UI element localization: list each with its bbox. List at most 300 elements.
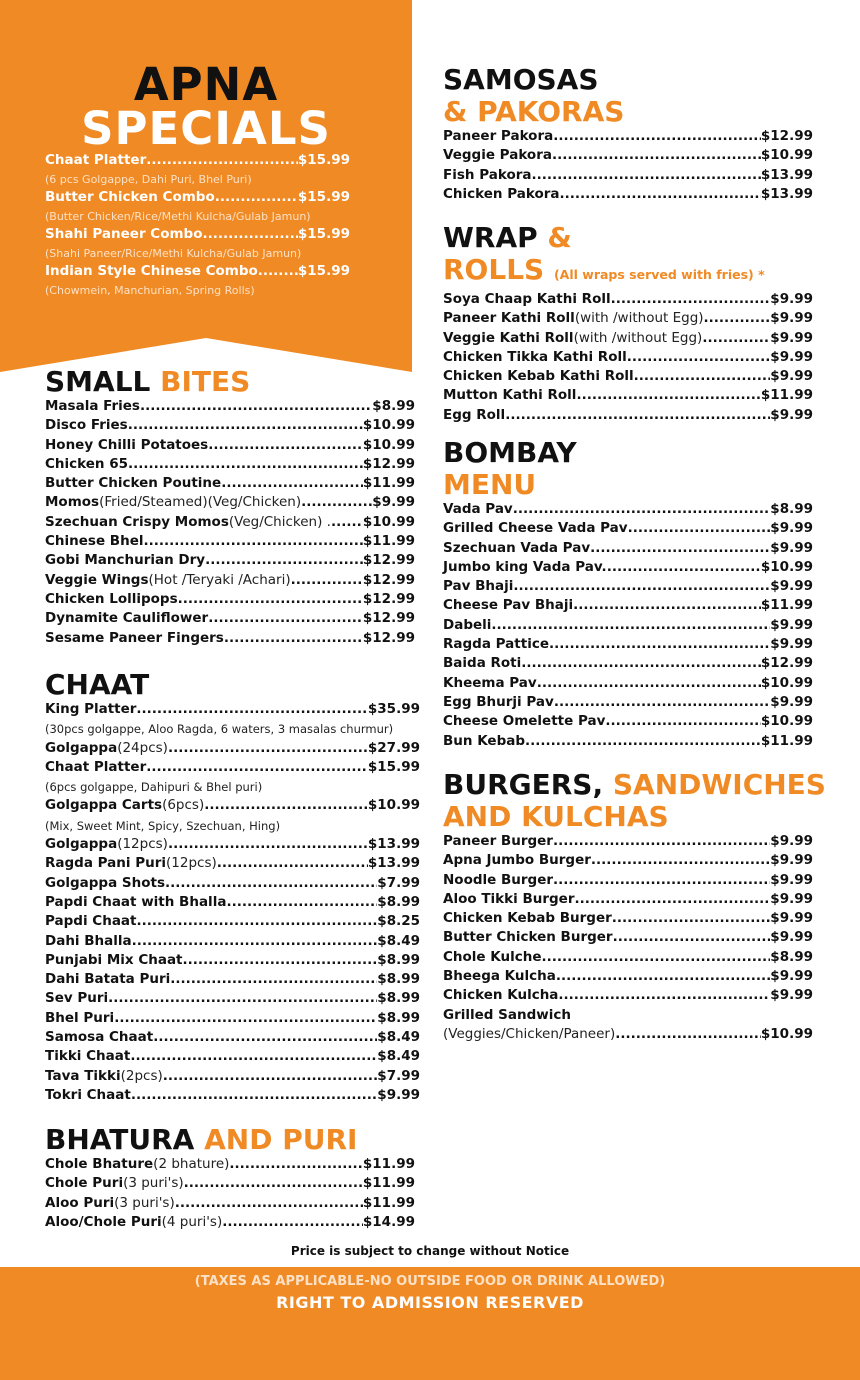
item-price: $8.99 <box>377 1009 420 1026</box>
item-dots <box>168 740 368 756</box>
item-note: (Veggies/Chicken/Paneer) <box>443 1025 616 1042</box>
item-name: King Platter <box>45 701 137 717</box>
burgers-title-line2: AND KULCHAS <box>443 800 669 833</box>
item-price: $12.99 <box>362 590 415 607</box>
item-dots <box>591 852 770 868</box>
small-bites-title-dark: SMALL <box>45 365 151 398</box>
item-price: $9.99 <box>770 852 813 869</box>
special-price: $15.99 <box>297 189 350 205</box>
footer-bar <box>0 1267 860 1380</box>
item-name: Paneer Pakora <box>443 128 554 144</box>
bombay-title-line1: BOMBAY <box>443 436 577 469</box>
menu-item <box>45 610 415 629</box>
item-price: $7.99 <box>377 874 420 891</box>
item-name: Butter Chicken Burger <box>443 929 613 946</box>
item-price: $10.99 <box>367 797 420 814</box>
item-dots <box>525 733 761 749</box>
item-note: (2pcs) <box>120 1067 163 1084</box>
bhatura-title-dark: BHATURA <box>45 1123 195 1156</box>
small-bites-title-orange: BITES <box>160 365 251 398</box>
small-bites-section <box>45 366 415 649</box>
menu-item <box>443 501 813 520</box>
item-dots <box>222 1214 363 1230</box>
item-note: (with /without Egg) <box>573 329 703 346</box>
item-dots <box>628 520 771 536</box>
item-dots <box>549 636 770 652</box>
menu-item <box>443 891 813 910</box>
item-name: Punjabi Mix Chaat <box>45 951 183 968</box>
item-dots <box>178 591 363 607</box>
item-dots <box>226 894 377 910</box>
item-dots <box>136 701 367 717</box>
menu-item <box>45 591 415 610</box>
item-dots <box>491 617 770 633</box>
item-description: (30pcs golgappe, Aloo Ragda, 6 waters, 3 masalas churmur) <box>45 722 394 737</box>
item-dots <box>574 891 770 907</box>
item-price: $8.49 <box>377 932 420 949</box>
wraps-title-dark: WRAP <box>443 221 538 254</box>
wraps-title-line1 <box>443 222 813 254</box>
item-price: $35.99 <box>367 701 420 717</box>
menu-item <box>45 894 420 913</box>
item-dots <box>331 514 363 530</box>
item-price: $9.99 <box>770 578 813 595</box>
item-name: Chicken 65 <box>45 455 129 472</box>
specials-list <box>45 152 350 300</box>
item-dots <box>505 407 770 423</box>
footer-line1: (TAXES AS APPLICABLE-NO OUTSIDE FOOD OR DRINK ALLOWED) <box>194 1274 666 1289</box>
item-dots <box>163 1068 378 1084</box>
specials-title-line1: APNA <box>133 58 279 111</box>
menu-item <box>443 330 813 349</box>
item-name: Chicken Kebab Burger <box>443 910 612 927</box>
special-description: (Shahi Paneer/Rice/Methi Kulcha/Gulab Jamun) <box>45 246 302 260</box>
item-price: $11.99 <box>362 533 415 550</box>
item-price: $13.99 <box>367 836 420 853</box>
price-notice: Price is subject to change without Notice <box>290 1244 570 1258</box>
menu-item <box>45 990 420 1009</box>
menu-item <box>45 475 415 494</box>
item-note: (2 bhature) <box>153 1156 230 1172</box>
menu-item <box>443 852 813 871</box>
item-name: Chaat Platter <box>45 758 147 775</box>
special-description: (Butter Chicken/Rice/Methi Kulcha/Gulab Jamun) <box>45 209 311 223</box>
samosas-list <box>443 128 813 205</box>
item-name: Papdi Chaat <box>45 913 137 930</box>
item-price: $8.99 <box>770 501 813 517</box>
menu-item <box>45 417 415 436</box>
item-name: Disco Fries <box>45 417 128 434</box>
item-name: Honey Chilli Potatoes <box>45 436 209 453</box>
item-price: $9.99 <box>770 329 813 346</box>
special-price: $15.99 <box>297 226 350 242</box>
item-name: Golgappa <box>45 739 118 756</box>
item-dots <box>553 872 770 888</box>
item-dots <box>542 949 771 965</box>
item-dots <box>537 675 761 691</box>
wraps-section <box>443 222 813 426</box>
menu-item <box>443 387 813 406</box>
menu-item <box>443 167 813 186</box>
special-price: $15.99 <box>297 152 350 168</box>
menu-item <box>443 949 813 968</box>
wraps-subtitle: (All wraps served with fries) * <box>553 267 765 282</box>
special-name: Indian Style Chinese Combo <box>45 263 258 279</box>
item-dots <box>183 952 378 968</box>
item-price: $10.99 <box>362 513 415 530</box>
item-price: $12.99 <box>760 655 813 672</box>
item-name: Kheema Pav <box>443 674 537 691</box>
item-price: $11.99 <box>362 1156 415 1172</box>
item-price: $11.99 <box>362 1175 415 1192</box>
wraps-list <box>443 291 813 426</box>
chaat-title: CHAAT <box>45 668 150 701</box>
menu-item <box>45 1010 420 1029</box>
item-price: $9.99 <box>770 616 813 633</box>
menu-item <box>443 617 813 636</box>
small-bites-list <box>45 398 415 649</box>
item-name: Chole Puri <box>45 1175 124 1192</box>
special-dots <box>215 189 298 205</box>
special-item <box>45 226 350 245</box>
menu-item <box>443 713 813 732</box>
menu-item <box>45 494 415 513</box>
item-price: $9.99 <box>770 871 813 888</box>
item-dots <box>137 913 378 929</box>
menu-item <box>45 740 420 759</box>
item-dots <box>291 572 363 588</box>
item-dots <box>146 759 368 775</box>
item-price: $9.99 <box>372 494 415 511</box>
item-note: (6pcs) <box>162 797 205 814</box>
item-name: Pav Bhaji <box>443 578 514 595</box>
item-dots <box>128 417 363 433</box>
menu-item <box>443 655 813 674</box>
menu-item <box>443 147 813 166</box>
item-price: $9.99 <box>770 890 813 907</box>
menu-item <box>443 407 813 426</box>
item-dots <box>140 398 372 414</box>
item-name: Tokri Chaat <box>45 1086 131 1103</box>
item-description: (6pcs golgappe, Dahipuri & Bhel puri) <box>45 780 263 795</box>
item-price: $8.25 <box>377 913 420 930</box>
item-dots <box>165 875 377 891</box>
bhatura-list <box>45 1156 415 1233</box>
special-name: Shahi Paneer Combo <box>45 226 203 242</box>
grilled-sandwich-detail <box>443 1026 813 1045</box>
item-name: Dabeli <box>443 616 492 633</box>
item-price: $14.99 <box>362 1213 415 1230</box>
menu-item <box>45 855 420 874</box>
wraps-title-line2 <box>443 254 813 291</box>
item-name: Bhel Puri <box>45 1009 115 1026</box>
menu-item <box>45 1175 415 1194</box>
item-name: Tava Tikki <box>45 1067 121 1084</box>
item-price: $12.99 <box>362 629 415 646</box>
item-dots <box>224 630 363 646</box>
item-name: Fish Pakora <box>443 166 532 183</box>
item-name: Dynamite Cauliflower <box>45 610 209 627</box>
menu-item <box>45 552 415 571</box>
item-price: $12.99 <box>362 552 415 569</box>
item-name: Veggie Kathi Roll <box>443 329 574 346</box>
item-dots <box>205 552 363 568</box>
item-name: Szechuan Vada Pav <box>443 539 591 556</box>
item-price: $10.99 <box>760 558 813 575</box>
item-name: Noodle Burger <box>443 871 554 888</box>
item-name: Veggie Pakora <box>443 147 552 164</box>
menu-item <box>45 913 420 932</box>
menu-item <box>443 675 813 694</box>
item-name: Ragda Pani Puri <box>45 855 167 872</box>
item-name: Chicken Lollipops <box>45 590 178 607</box>
item-name: Soya Chaap Kathi Roll <box>443 291 611 307</box>
item-dots <box>168 836 368 852</box>
item-note: (12pcs) <box>166 855 217 872</box>
menu-item <box>45 437 415 456</box>
item-dots <box>153 1029 377 1045</box>
item-price: $9.99 <box>770 291 813 307</box>
item-dots <box>554 694 770 710</box>
item-dots <box>301 494 372 510</box>
item-name: Chicken Tikka Kathi Roll <box>443 348 627 365</box>
item-name: Paneer Burger <box>443 833 553 849</box>
item-name: Chicken Kebab Kathi Roll <box>443 368 634 385</box>
footer-line2: RIGHT TO ADMISSION RESERVED <box>276 1293 584 1312</box>
item-dots <box>208 610 363 626</box>
item-price: $8.99 <box>377 951 420 968</box>
menu-item <box>45 1029 420 1048</box>
menu-item <box>443 578 813 597</box>
special-dots <box>146 152 298 168</box>
item-note: (Fried/Steamed)(Veg/Chicken) <box>99 494 302 511</box>
item-price: $9.99 <box>770 310 813 327</box>
menu-item <box>443 733 813 752</box>
item-dots <box>605 713 760 729</box>
item-dots <box>702 330 770 346</box>
item-price: $8.49 <box>377 1048 420 1065</box>
item-name: Szechuan Crispy Momos <box>45 513 229 530</box>
item-name: Golgappa Shots <box>45 874 165 891</box>
menu-item <box>443 968 813 987</box>
item-name: Grilled Sandwich <box>443 1006 571 1023</box>
item-dots <box>576 387 760 403</box>
item-dots <box>615 1026 761 1042</box>
item-name: Samosa Chaat <box>45 1029 154 1046</box>
menu-item <box>45 1048 420 1067</box>
item-name: Dahi Bhalla <box>45 932 132 949</box>
item-price: $8.99 <box>377 990 420 1007</box>
item-name: Bheega Kulcha <box>443 968 556 985</box>
item-price: $8.99 <box>372 398 415 414</box>
item-name: Baida Roti <box>443 655 522 672</box>
item-name: Aloo/Chole Puri <box>45 1213 162 1230</box>
menu-item <box>45 1214 415 1233</box>
item-price: $8.99 <box>377 971 420 988</box>
item-name: Chicken Pakora <box>443 185 560 202</box>
menu-item <box>443 910 813 929</box>
menu-item <box>443 872 813 891</box>
burgers-section <box>443 768 826 1045</box>
menu-item <box>45 875 420 894</box>
item-dots <box>627 349 771 365</box>
item-price: $10.99 <box>760 674 813 691</box>
item-note: (4 puri's) <box>161 1213 223 1230</box>
item-dots <box>128 456 363 472</box>
bombay-list <box>443 501 813 752</box>
item-dots <box>513 578 770 594</box>
item-price: $9.99 <box>770 968 813 985</box>
chaat-list <box>45 701 420 1106</box>
menu-item <box>45 398 415 417</box>
item-dots <box>590 540 770 556</box>
menu-item <box>45 572 415 591</box>
item-note: (3 puri's) <box>123 1175 184 1192</box>
item-dots <box>612 910 771 926</box>
menu-item <box>443 291 813 310</box>
item-dots <box>532 167 761 183</box>
item-dots <box>132 933 378 949</box>
item-price: $9.99 <box>770 929 813 946</box>
special-item <box>45 152 350 171</box>
item-name: Cheese Pav Bhaji <box>443 597 574 614</box>
item-dots <box>108 990 377 1006</box>
menu-item <box>443 540 813 559</box>
item-dots <box>208 437 363 453</box>
item-name: Egg Roll <box>443 406 506 423</box>
item-name: Golgappa <box>45 836 118 853</box>
item-price: $11.99 <box>760 387 813 404</box>
special-item <box>45 263 350 282</box>
item-note: (12pcs) <box>117 836 168 853</box>
item-price: $9.99 <box>770 406 813 423</box>
item-price: $12.99 <box>362 455 415 472</box>
menu-item <box>45 533 415 552</box>
menu-item <box>443 520 813 539</box>
item-name: Paneer Kathi Roll <box>443 310 575 327</box>
item-note: (Veg/Chicken) . <box>228 513 331 530</box>
item-price: $11.99 <box>362 475 415 492</box>
bhatura-section <box>45 1124 415 1233</box>
item-note: (24pcs) <box>117 739 168 756</box>
item-price: $12.99 <box>362 610 415 627</box>
special-dots <box>203 226 298 242</box>
menu-item <box>443 987 813 1006</box>
item-price: $9.99 <box>770 368 813 385</box>
item-name: Sev Puri <box>45 990 109 1007</box>
bhatura-title-orange: AND PURI <box>204 1123 358 1156</box>
item-price: $10.99 <box>362 436 415 453</box>
menu-item <box>443 349 813 368</box>
item-price: $7.99 <box>377 1067 420 1084</box>
menu-item <box>443 636 813 655</box>
item-dots <box>204 797 368 813</box>
item-name: Mutton Kathi Roll <box>443 387 577 404</box>
item-dots <box>217 855 368 871</box>
item-name: Tikki Chaat <box>45 1048 131 1065</box>
item-price: $9.99 <box>770 520 813 537</box>
item-name: Cheese Omelette Pav <box>443 713 606 730</box>
item-price: $12.99 <box>760 128 813 144</box>
menu-item <box>45 1156 415 1175</box>
samosas-title-line2: & PAKORAS <box>443 95 625 128</box>
item-price: $10.99 <box>362 417 415 434</box>
burgers-title-dark: BURGERS, <box>443 768 604 801</box>
item-dots <box>553 128 761 144</box>
item-price: $10.99 <box>760 1025 813 1042</box>
item-name: Apna Jumbo Burger <box>443 852 591 869</box>
menu-item <box>45 971 420 990</box>
item-name: Gobi Manchurian Dry <box>45 552 206 569</box>
menu-item <box>45 759 420 778</box>
item-dots <box>613 929 771 945</box>
item-price: $8.99 <box>770 948 813 965</box>
burgers-title-line1 <box>443 768 826 801</box>
grilled-sandwich-item <box>443 1007 813 1026</box>
menu-item <box>443 310 813 329</box>
item-dots <box>521 655 761 671</box>
menu-item <box>45 952 420 971</box>
item-dots <box>611 291 771 307</box>
item-dots <box>634 368 771 384</box>
menu-item <box>45 797 420 816</box>
item-dots <box>552 147 761 163</box>
item-name: Grilled Cheese Vada Pav <box>443 520 628 537</box>
menu-item <box>443 694 813 713</box>
item-name: Egg Bhurji Pav <box>443 693 554 710</box>
item-price: $9.99 <box>770 539 813 556</box>
item-price: $10.99 <box>760 147 813 164</box>
bombay-title-line2: MENU <box>443 468 537 501</box>
special-price: $15.99 <box>297 263 350 279</box>
item-price: $15.99 <box>367 758 420 775</box>
item-note: (with /without Egg) <box>574 310 704 327</box>
item-price: $9.99 <box>770 693 813 710</box>
item-dots <box>221 475 363 491</box>
menu-item <box>45 701 420 720</box>
item-dots <box>573 597 761 613</box>
menu-item <box>443 559 813 578</box>
menu-item <box>45 630 415 649</box>
item-name: Aloo Tikki Burger <box>443 890 575 907</box>
item-price: $12.99 <box>362 571 415 588</box>
item-name: Jumbo king Vada Pav. <box>443 558 607 575</box>
item-price: $9.99 <box>770 987 813 1004</box>
item-dots <box>184 1175 363 1191</box>
item-dots <box>607 559 761 575</box>
item-dots <box>130 1048 377 1064</box>
item-name: Veggie Wings <box>45 571 149 588</box>
item-price: $8.49 <box>377 1029 420 1046</box>
wraps-title-amp: & <box>547 221 572 254</box>
menu-item <box>45 933 420 952</box>
item-dots <box>558 987 770 1003</box>
item-note: (Hot /Teryaki /Achari) <box>148 571 291 588</box>
item-name: Chole Kulche <box>443 948 542 965</box>
specials-title-line2: SPECIALS <box>81 102 331 155</box>
item-name: Papdi Chaat with Bhalla <box>45 893 227 910</box>
item-name: Chinese Bhel <box>45 533 144 550</box>
item-dots <box>170 971 377 987</box>
bhatura-title <box>45 1124 415 1156</box>
samosas-section <box>443 64 813 205</box>
item-name: Bun Kebab <box>443 732 526 749</box>
menu-item <box>443 368 813 387</box>
menu-item <box>443 128 813 147</box>
menu-item <box>443 597 813 616</box>
bombay-section <box>443 437 813 752</box>
item-dots <box>553 833 770 849</box>
